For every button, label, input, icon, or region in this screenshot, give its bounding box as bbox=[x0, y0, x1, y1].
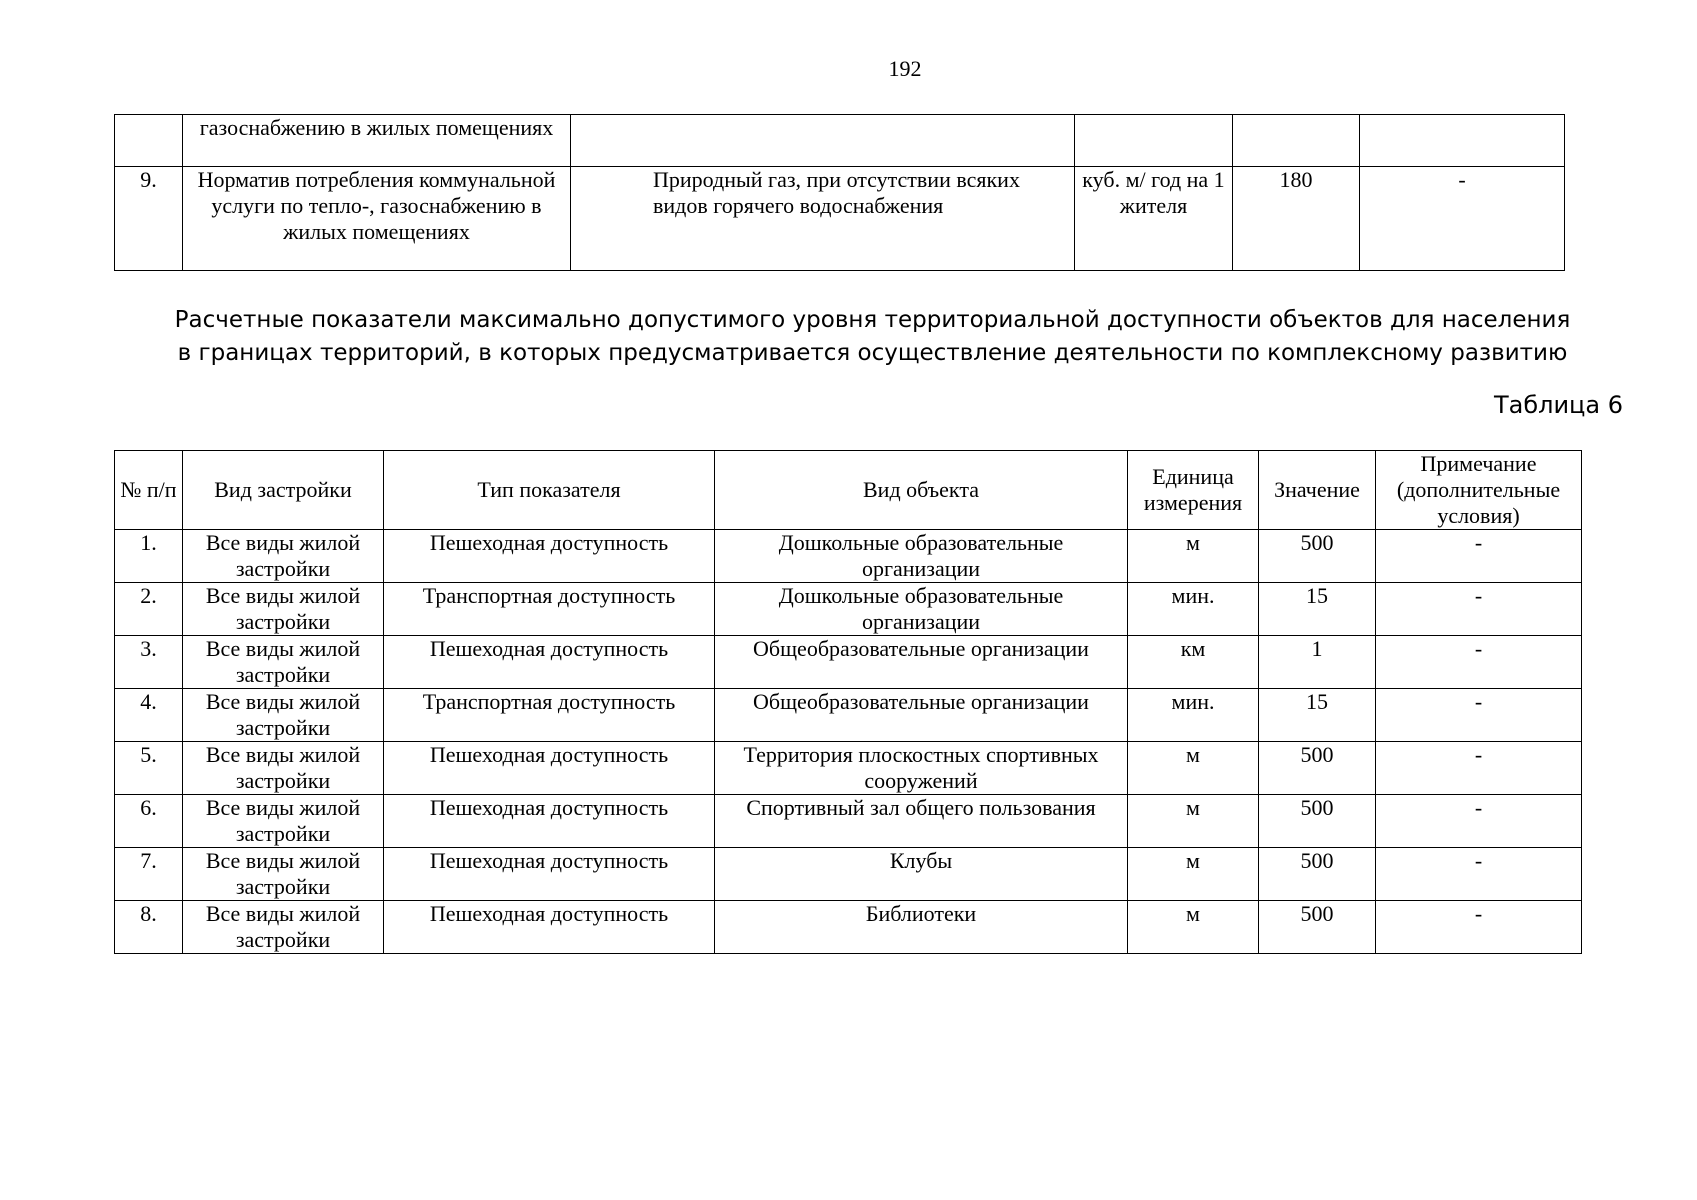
cell-value: 1 bbox=[1259, 636, 1376, 689]
cell-type: Все виды жилой застройки bbox=[183, 689, 384, 742]
cell-unit: м bbox=[1128, 901, 1259, 954]
cell-unit: мин. bbox=[1128, 689, 1259, 742]
cell-value: 15 bbox=[1259, 689, 1376, 742]
cell-num: 5. bbox=[115, 742, 183, 795]
table-row bbox=[115, 901, 1582, 954]
cell-unit: км bbox=[1128, 636, 1259, 689]
cell-indicator: Пешеходная доступность bbox=[384, 530, 715, 583]
cell-unit: м bbox=[1128, 848, 1259, 901]
cell-note: - bbox=[1376, 636, 1582, 689]
accessibility-table bbox=[114, 450, 1582, 954]
header-type: Вид застройки bbox=[183, 451, 384, 530]
cell-num: 2. bbox=[115, 583, 183, 636]
cell-value: 500 bbox=[1259, 901, 1376, 954]
table-row bbox=[115, 795, 1582, 848]
cell-object: Территория плоскостных спортивных сооружений bbox=[715, 742, 1128, 795]
cell-unit: мин. bbox=[1128, 583, 1259, 636]
cell-num: 4. bbox=[115, 689, 183, 742]
cell-unit: м bbox=[1128, 795, 1259, 848]
cell-num bbox=[115, 115, 183, 167]
cell-object: Спортивный зал общего пользования bbox=[715, 795, 1128, 848]
cell-indicator: Транспортная доступность bbox=[384, 689, 715, 742]
norms-table-continuation bbox=[114, 114, 1565, 271]
table-caption: Таблица 6 bbox=[1493, 391, 1623, 419]
cell-num: 3. bbox=[115, 636, 183, 689]
header-indicator: Тип показателя bbox=[384, 451, 715, 530]
section-title-line-2: в границах территорий, в которых предусматривается осуществление деятельности по комплексному развитию bbox=[177, 340, 1568, 366]
table-row bbox=[115, 689, 1582, 742]
cell-type: Все виды жилой застройки bbox=[183, 742, 384, 795]
cell-object: Дошкольные образовательные организации bbox=[715, 583, 1128, 636]
cell-note: - bbox=[1376, 530, 1582, 583]
cell-desc: Природный газ, при отсутствии всяких видов горячего водоснабжения bbox=[571, 167, 1075, 271]
cell-note: - bbox=[1376, 848, 1582, 901]
header-unit: Единица измерения bbox=[1128, 451, 1259, 530]
cell-type: Все виды жилой застройки bbox=[183, 795, 384, 848]
header-object: Вид объекта bbox=[715, 451, 1128, 530]
header-value: Значение bbox=[1259, 451, 1376, 530]
table-row bbox=[115, 583, 1582, 636]
table-row bbox=[115, 848, 1582, 901]
cell-note: - bbox=[1376, 742, 1582, 795]
header-num: № п/п bbox=[115, 451, 183, 530]
cell-type: Все виды жилой застройки bbox=[183, 530, 384, 583]
cell-note bbox=[1360, 115, 1565, 167]
cell-object: Общеобразовательные организации bbox=[715, 689, 1128, 742]
cell-type: Все виды жилой застройки bbox=[183, 901, 384, 954]
section-title bbox=[114, 304, 1631, 370]
page-number: 192 bbox=[888, 56, 922, 81]
cell-type: Все виды жилой застройки bbox=[183, 636, 384, 689]
cell-num: 6. bbox=[115, 795, 183, 848]
cell-desc bbox=[571, 115, 1075, 167]
cell-note: - bbox=[1376, 583, 1582, 636]
cell-indicator: Пешеходная доступность bbox=[384, 795, 715, 848]
cell-note: - bbox=[1376, 689, 1582, 742]
cell-object: Общеобразовательные организации bbox=[715, 636, 1128, 689]
table-row bbox=[115, 742, 1582, 795]
header-note: Примечание (дополнительные условия) bbox=[1376, 451, 1582, 530]
cell-name: газоснабжению в жилых помещениях bbox=[183, 115, 571, 167]
cell-value: 500 bbox=[1259, 795, 1376, 848]
cell-object: Клубы bbox=[715, 848, 1128, 901]
cell-num: 8. bbox=[115, 901, 183, 954]
cell-indicator: Пешеходная доступность bbox=[384, 636, 715, 689]
cell-indicator: Пешеходная доступность bbox=[384, 742, 715, 795]
cell-num: 9. bbox=[115, 167, 183, 271]
cell-value bbox=[1233, 115, 1360, 167]
cell-object: Дошкольные образовательные организации bbox=[715, 530, 1128, 583]
cell-type: Все виды жилой застройки bbox=[183, 583, 384, 636]
cell-note: - bbox=[1360, 167, 1565, 271]
table-row bbox=[115, 530, 1582, 583]
table-header-row bbox=[115, 451, 1582, 530]
cell-value: 500 bbox=[1259, 848, 1376, 901]
cell-value: 500 bbox=[1259, 530, 1376, 583]
cell-value: 500 bbox=[1259, 742, 1376, 795]
section-title-line-1: Расчетные показатели максимально допустимого уровня территориальной доступности объектов для населения bbox=[174, 307, 1571, 333]
table-row bbox=[115, 636, 1582, 689]
cell-num: 7. bbox=[115, 848, 183, 901]
cell-note: - bbox=[1376, 795, 1582, 848]
cell-unit: куб. м/ год на 1 жителя bbox=[1075, 167, 1233, 271]
cell-indicator: Пешеходная доступность bbox=[384, 901, 715, 954]
cell-type: Все виды жилой застройки bbox=[183, 848, 384, 901]
cell-object: Библиотеки bbox=[715, 901, 1128, 954]
cell-unit: м bbox=[1128, 742, 1259, 795]
cell-unit bbox=[1075, 115, 1233, 167]
cell-value: 180 bbox=[1233, 167, 1360, 271]
cell-indicator: Транспортная доступность bbox=[384, 583, 715, 636]
cell-note: - bbox=[1376, 901, 1582, 954]
table-row bbox=[115, 115, 1565, 167]
cell-indicator: Пешеходная доступность bbox=[384, 848, 715, 901]
cell-unit: м bbox=[1128, 530, 1259, 583]
cell-num: 1. bbox=[115, 530, 183, 583]
cell-name: Норматив потребления коммунальной услуги по тепло-, газоснабжению в жилых помещениях bbox=[183, 167, 571, 271]
cell-value: 15 bbox=[1259, 583, 1376, 636]
table-row bbox=[115, 167, 1565, 271]
